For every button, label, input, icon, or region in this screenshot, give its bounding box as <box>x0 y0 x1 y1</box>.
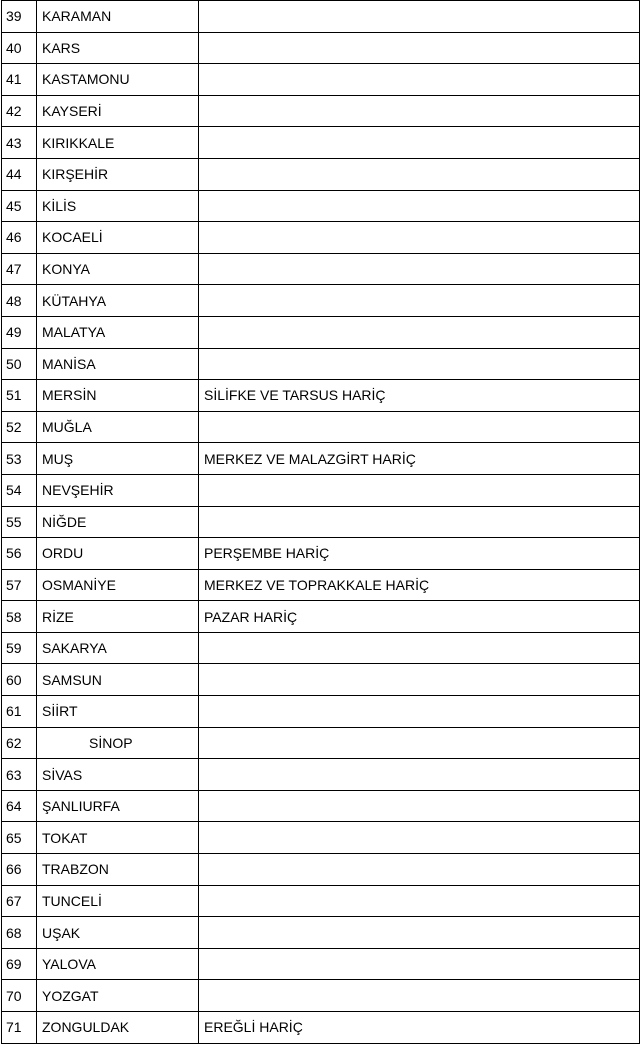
exception-note <box>199 948 640 980</box>
table-row <box>2 222 640 254</box>
province-name: KASTAMONU <box>37 64 199 96</box>
row-number: 51 <box>2 380 37 412</box>
province-name: NİĞDE <box>37 506 199 538</box>
table-row <box>2 1012 640 1044</box>
row-number: 71 <box>2 1012 37 1044</box>
table-row <box>2 790 640 822</box>
row-number: 60 <box>2 664 37 696</box>
exception-note <box>199 64 640 96</box>
table-row <box>2 917 640 949</box>
province-table-body <box>2 1 640 1044</box>
table-row <box>2 1 640 33</box>
province-name: KÜTAHYA <box>37 285 199 317</box>
exception-note <box>199 32 640 64</box>
province-name: SAKARYA <box>37 632 199 664</box>
exception-note: PERŞEMBE HARİÇ <box>199 538 640 570</box>
exception-note <box>199 1 640 33</box>
province-name: UŞAK <box>37 917 199 949</box>
row-number: 58 <box>2 601 37 633</box>
exception-note <box>199 885 640 917</box>
row-number: 65 <box>2 822 37 854</box>
exception-note: EREĞLİ HARİÇ <box>199 1012 640 1044</box>
row-number: 66 <box>2 854 37 886</box>
exception-note: SİLİFKE VE TARSUS HARİÇ <box>199 380 640 412</box>
row-number: 44 <box>2 158 37 190</box>
table-row <box>2 885 640 917</box>
province-name: KAYSERİ <box>37 95 199 127</box>
province-name: TOKAT <box>37 822 199 854</box>
table-row <box>2 190 640 222</box>
row-number: 41 <box>2 64 37 96</box>
row-number: 61 <box>2 696 37 728</box>
exception-note <box>199 854 640 886</box>
exception-note <box>199 158 640 190</box>
row-number: 57 <box>2 569 37 601</box>
table-row <box>2 158 640 190</box>
table-row <box>2 822 640 854</box>
province-name: MUĞLA <box>37 411 199 443</box>
table-row <box>2 980 640 1012</box>
row-number: 64 <box>2 790 37 822</box>
exception-note <box>199 822 640 854</box>
province-name: SİNOP <box>37 727 199 759</box>
table-row <box>2 569 640 601</box>
province-name: KARAMAN <box>37 1 199 33</box>
row-number: 40 <box>2 32 37 64</box>
table-row <box>2 696 640 728</box>
exception-note <box>199 980 640 1012</box>
province-name: KIRŞEHİR <box>37 158 199 190</box>
exception-note <box>199 127 640 159</box>
exception-note: MERKEZ VE MALAZGİRT HARİÇ <box>199 443 640 475</box>
table-row <box>2 664 640 696</box>
province-name: ORDU <box>37 538 199 570</box>
exception-note <box>199 917 640 949</box>
table-row <box>2 632 640 664</box>
province-name: SİİRT <box>37 696 199 728</box>
table-row <box>2 127 640 159</box>
province-name: YALOVA <box>37 948 199 980</box>
table-row <box>2 759 640 791</box>
row-number: 56 <box>2 538 37 570</box>
row-number: 53 <box>2 443 37 475</box>
province-name: TRABZON <box>37 854 199 886</box>
table-row <box>2 285 640 317</box>
province-name: MUŞ <box>37 443 199 475</box>
row-number: 45 <box>2 190 37 222</box>
row-number: 69 <box>2 948 37 980</box>
row-number: 63 <box>2 759 37 791</box>
exception-note <box>199 696 640 728</box>
exception-note <box>199 664 640 696</box>
province-name: KIRIKKALE <box>37 127 199 159</box>
table-row <box>2 316 640 348</box>
province-name: YOZGAT <box>37 980 199 1012</box>
exception-note <box>199 759 640 791</box>
province-name: NEVŞEHİR <box>37 474 199 506</box>
table-row <box>2 506 640 538</box>
exception-note <box>199 790 640 822</box>
table-row <box>2 95 640 127</box>
table-row <box>2 348 640 380</box>
table-row <box>2 411 640 443</box>
table-row <box>2 253 640 285</box>
table-row <box>2 32 640 64</box>
province-name: MERSİN <box>37 380 199 412</box>
province-name: SİVAS <box>37 759 199 791</box>
province-name: MANİSA <box>37 348 199 380</box>
province-name: KİLİS <box>37 190 199 222</box>
row-number: 59 <box>2 632 37 664</box>
exception-note <box>199 316 640 348</box>
table-row <box>2 948 640 980</box>
province-name: OSMANİYE <box>37 569 199 601</box>
exception-note <box>199 222 640 254</box>
province-name: KONYA <box>37 253 199 285</box>
row-number: 47 <box>2 253 37 285</box>
province-name: RİZE <box>37 601 199 633</box>
table-row <box>2 64 640 96</box>
row-number: 50 <box>2 348 37 380</box>
exception-note: MERKEZ VE TOPRAKKALE HARİÇ <box>199 569 640 601</box>
table-row <box>2 854 640 886</box>
row-number: 54 <box>2 474 37 506</box>
table-row <box>2 538 640 570</box>
exception-note <box>199 285 640 317</box>
exception-note <box>199 95 640 127</box>
exception-note <box>199 727 640 759</box>
row-number: 70 <box>2 980 37 1012</box>
province-name: MALATYA <box>37 316 199 348</box>
row-number: 68 <box>2 917 37 949</box>
province-name: ZONGULDAK <box>37 1012 199 1044</box>
province-name: SAMSUN <box>37 664 199 696</box>
exception-note <box>199 253 640 285</box>
province-name: ŞANLIURFA <box>37 790 199 822</box>
row-number: 62 <box>2 727 37 759</box>
row-number: 39 <box>2 1 37 33</box>
province-name: KOCAELİ <box>37 222 199 254</box>
exception-note <box>199 411 640 443</box>
table-row <box>2 601 640 633</box>
row-number: 49 <box>2 316 37 348</box>
row-number: 52 <box>2 411 37 443</box>
province-name: KARS <box>37 32 199 64</box>
table-row <box>2 474 640 506</box>
table-row <box>2 380 640 412</box>
exception-note <box>199 632 640 664</box>
table-row <box>2 727 640 759</box>
row-number: 42 <box>2 95 37 127</box>
row-number: 46 <box>2 222 37 254</box>
table-row <box>2 443 640 475</box>
exception-note <box>199 190 640 222</box>
row-number: 67 <box>2 885 37 917</box>
exception-note <box>199 348 640 380</box>
province-table <box>1 0 640 1044</box>
exception-note <box>199 506 640 538</box>
row-number: 55 <box>2 506 37 538</box>
row-number: 48 <box>2 285 37 317</box>
row-number: 43 <box>2 127 37 159</box>
exception-note <box>199 474 640 506</box>
province-name: TUNCELİ <box>37 885 199 917</box>
exception-note: PAZAR HARİÇ <box>199 601 640 633</box>
